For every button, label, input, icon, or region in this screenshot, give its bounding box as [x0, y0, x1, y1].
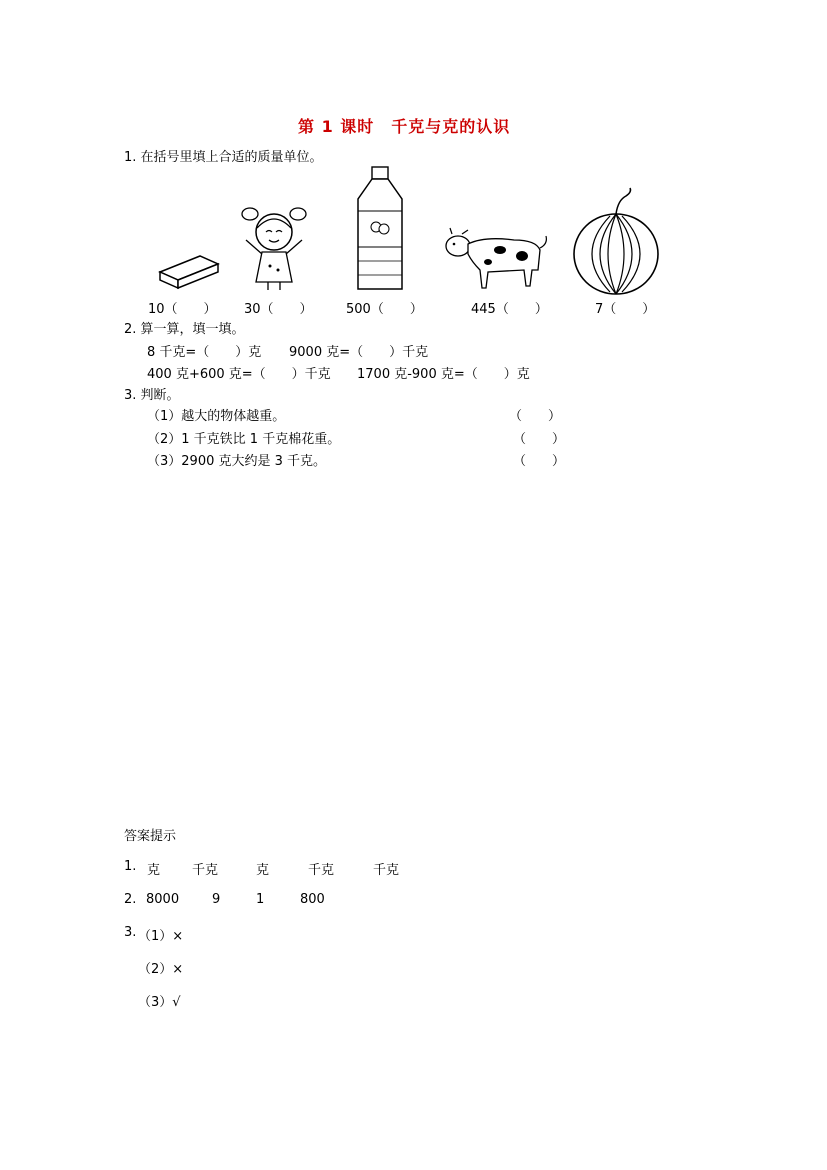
- answer-2-item: 1: [256, 892, 265, 907]
- watermelon-icon: [570, 186, 662, 298]
- q1-item-4: [471, 298, 548, 317]
- q2-prompt: 2. 算一算，填一填。: [124, 322, 245, 337]
- answer-1-item: 克: [147, 863, 161, 878]
- answer-3-item: （3）√: [138, 995, 181, 1010]
- girl-icon: [238, 200, 310, 292]
- q1-item-blank[interactable]: （ ）: [603, 302, 656, 317]
- q3-item-3: （3）2900 克大约是 3 千克。: [147, 454, 327, 469]
- q1-prompt: 1. 在括号里填上合适的质量单位。: [124, 150, 323, 165]
- answer-2-item: 9: [212, 892, 221, 907]
- q1-item-blank[interactable]: （ ）: [370, 302, 423, 317]
- q3-item-2-blank[interactable]: （ ）: [513, 432, 566, 447]
- answer-3-item: （2）×: [138, 962, 184, 977]
- q1-item-value: 445: [471, 302, 496, 317]
- q1-item-value: 30: [244, 302, 261, 317]
- q1-item-2: [244, 298, 313, 317]
- q1-item-1: [148, 298, 217, 317]
- answer-1-label: 1.: [124, 859, 137, 874]
- q3-item-2: （2）1 千克铁比 1 千克棉花重。: [147, 432, 341, 447]
- answer-2-label: 2.: [124, 892, 137, 907]
- oil-bottle-icon: [350, 165, 410, 295]
- q3-item-1-blank[interactable]: （ ）: [509, 409, 562, 424]
- q1-item-5: [595, 298, 655, 317]
- cow-icon: [444, 226, 552, 294]
- answer-2-item: 8000: [146, 892, 180, 907]
- q2-eq2: 9000 克=（ ）千克: [289, 345, 429, 360]
- answer-1-item: 千克: [373, 863, 400, 878]
- q3-prompt: 3. 判断。: [124, 388, 180, 403]
- answers-heading: 答案提示: [124, 829, 177, 844]
- eraser-icon: [156, 250, 222, 290]
- q3-item-3-blank[interactable]: （ ）: [513, 454, 566, 469]
- answer-1-item: 千克: [192, 863, 219, 878]
- q1-item-value: 10: [148, 302, 165, 317]
- q2-eq3: 400 克+600 克=（ ）千克: [147, 367, 331, 382]
- q1-item-blank[interactable]: （ ）: [495, 302, 548, 317]
- q1-item-value: 500: [346, 302, 371, 317]
- q1-item-3: [346, 298, 423, 317]
- q2-eq4: 1700 克-900 克=（ ）克: [357, 367, 530, 382]
- q2-eq1: 8 千克=（ ）克: [147, 345, 262, 360]
- q1-item-blank[interactable]: （ ）: [260, 302, 313, 317]
- q1-item-blank[interactable]: （ ）: [164, 302, 217, 317]
- answer-1-item: 克: [256, 863, 270, 878]
- answer-3-item: （1）×: [138, 929, 184, 944]
- q3-item-1: （1）越大的物体越重。: [147, 409, 286, 424]
- answer-2-item: 800: [300, 892, 325, 907]
- page-title: 第 1 课时 千克与克的认识: [298, 117, 511, 136]
- answer-1-item: 千克: [308, 863, 335, 878]
- q1-item-value: 7: [595, 302, 604, 317]
- answer-3-label: 3.: [124, 925, 137, 940]
